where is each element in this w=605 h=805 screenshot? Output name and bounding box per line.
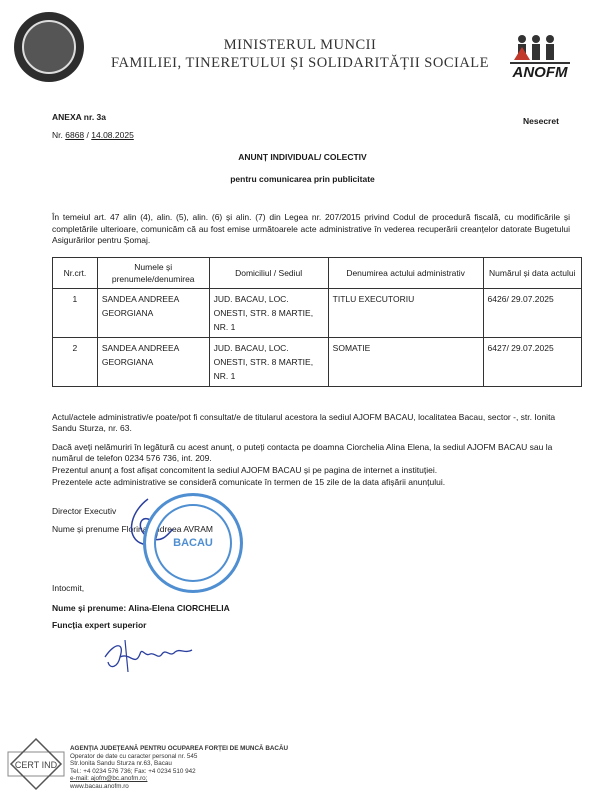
director-name: Nume și prenume Florina Andreea AVRAM xyxy=(52,524,213,534)
doc-number-date: 14.08.2025 xyxy=(91,130,134,140)
announcement-subtitle: pentru comunicarea prin publicitate xyxy=(230,174,375,184)
footer-website[interactable]: www.bacau.anofm.ro xyxy=(70,782,129,790)
header-name: Numele și prenumele/denumirea xyxy=(97,258,209,289)
director-title: Director Executiv xyxy=(52,506,117,516)
row-act: TITLU EXECUTORIU xyxy=(328,289,483,338)
row-name: SANDEA ANDREEA GEORGIANA xyxy=(97,338,209,387)
display-paragraph: Prezentul anunț a fost afișat concomitent la sediul AJOFM BACAU și pe pagina de internet a instituției. xyxy=(52,465,438,475)
row-number: 6426/ 29.07.2025 xyxy=(483,289,581,338)
footer-phone: Tel.: +4 0234 576 736; Fax: +4 0234 510 942 xyxy=(70,767,196,775)
prepared-role: Funcția expert superior xyxy=(52,620,147,630)
prepared-signature-icon xyxy=(100,632,200,677)
row-nr: 2 xyxy=(53,338,98,387)
footer-agency: AGENȚIA JUDEȚEANĂ PENTRU OCUPAREA FORȚEI DE MUNCĂ BACĂU xyxy=(70,745,289,752)
header-act: Denumirea actului administrativ xyxy=(328,258,483,289)
row-nr: 1 xyxy=(53,289,98,338)
document-number xyxy=(52,130,134,140)
header-number: Numărul și data actului xyxy=(483,258,581,289)
annex-label: ANEXA nr. 3a xyxy=(52,112,107,122)
footer-address: Str.Ionita Sandu Sturza nr.63, Bacau xyxy=(70,760,172,768)
row-name: SANDEA ANDREEA GEORGIANA xyxy=(97,289,209,338)
header-nr: Nr.crt. xyxy=(53,258,98,289)
footer-contact xyxy=(70,745,470,791)
header-address: Domiciliul / Sediul xyxy=(209,258,328,289)
prepared-label: Intocmit, xyxy=(52,583,85,593)
doc-number-prefix: Nr. xyxy=(52,130,66,140)
footer-email[interactable]: e-mail: ajofm@bc.anofm.ro; xyxy=(70,775,148,783)
acts-table xyxy=(52,257,582,387)
intro-paragraph: În temeiul art. 47 alin (4), alin. (5), alin. (6) și alin. (7) din Legea nr. 207/2015 privind Codul de procedură fiscală, cu modificările și completările ulterioare, comunicăm că au fost emise următoarele acte administrative în vederea recuperării creanțelor datorate Bugetului Asigurărilor pentru Șomaj. xyxy=(52,212,570,245)
table-row xyxy=(53,289,582,338)
table-row xyxy=(53,338,582,387)
table-header-row xyxy=(53,258,582,289)
cert-logo-text: CERT IND xyxy=(14,760,58,770)
ministry-name xyxy=(100,36,500,72)
communication-paragraph: Prezentele acte administrative se consideră comunicate în termen de 15 zile de la data afișării anunțului. xyxy=(52,477,446,487)
government-crest xyxy=(14,12,84,82)
ministry-line-2: FAMILIEI, TINERETULUI ȘI SOLIDARITĂȚII SOCIALE xyxy=(110,55,490,71)
footer-operator: Operator de date cu caracter personal nr. 545 xyxy=(70,752,198,760)
consult-paragraph: Actul/actele administrativ/e poate/pot fi consultat/e de titularul acestora la sediul AJOFM BACAU, localitatea Bacau, sector -, str. Ionita Sandu Sturza, nr. 63. xyxy=(52,412,556,433)
contact-paragraph: Dacă aveți nelămuriri în legătură cu acest anunț, o puteți contacta pe doamna Ciorchelia Alina Elena, la sediul AJOFM BACAU sau la numărul de telefon 0234 576 736, int. 209. xyxy=(52,442,553,463)
cert-ind-logo-icon xyxy=(6,734,66,794)
crest-eagle-icon xyxy=(22,20,76,74)
ministry-line-1: MINISTERUL MUNCII xyxy=(223,37,377,53)
stamp-text: BACAU xyxy=(173,537,213,549)
classification-label: Nesecret xyxy=(523,116,559,126)
row-address: JUD. BACAU, LOC. ONESTI, STR. 8 MARTIE, NR. 1 xyxy=(209,289,328,338)
doc-number-separator: / xyxy=(84,130,92,140)
row-address: JUD. BACAU, LOC. ONESTI, STR. 8 MARTIE, NR. 1 xyxy=(209,338,328,387)
announcement-title: ANUNȚ INDIVIDUAL/ COLECTIV xyxy=(238,152,367,162)
anofm-logo-text: ANOFM xyxy=(512,64,568,81)
official-stamp xyxy=(143,493,243,593)
prepared-name: Nume și prenume: Alina-Elena CIORCHELIA xyxy=(52,603,230,613)
row-number: 6427/ 29.07.2025 xyxy=(483,338,581,387)
doc-number-value: 6868 xyxy=(65,130,85,140)
row-act: SOMATIE xyxy=(328,338,483,387)
